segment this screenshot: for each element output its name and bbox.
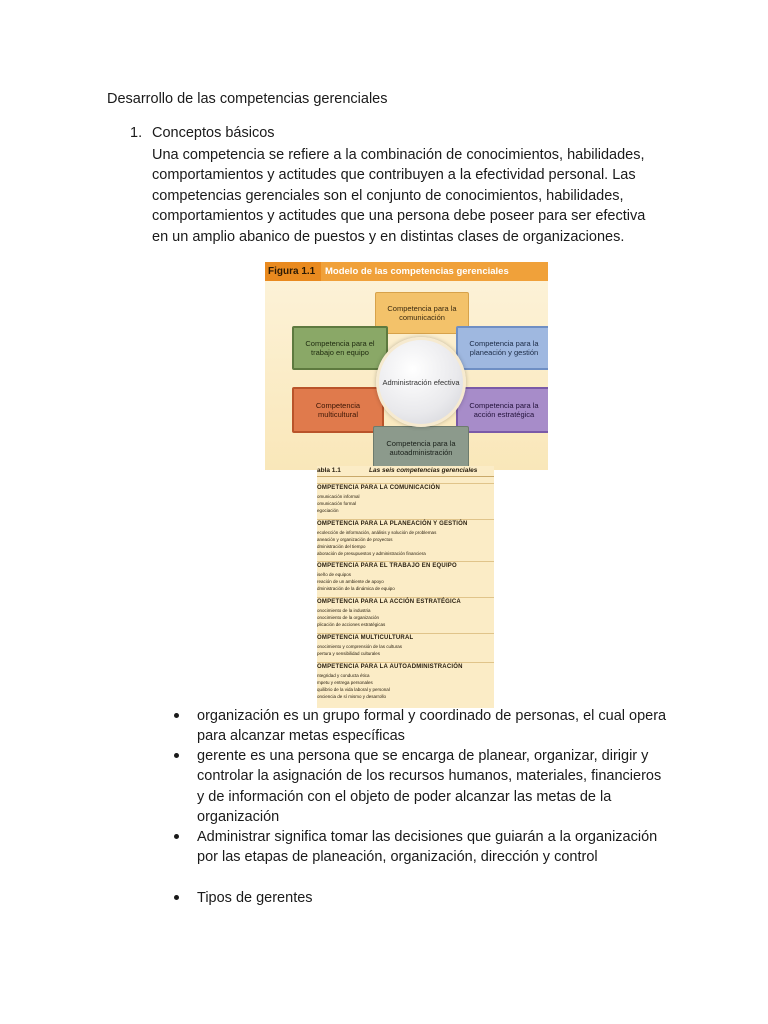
table-section: [317, 597, 494, 628]
section-paragraph: Una competencia se refiere a la combinación de conocimientos, habilidades, comportamientos y actitudes que contribuyen a la efectividad personal. Las competencias gerenciales son el conjunto de conocimientos, habilidades, comportamientos y actitudes que una persona debe poseer para ser efectiva en un amplio abanico de puestos y en distintas clases de organizaciones.: [152, 147, 646, 245]
table-section-title: OMPETENCIA PARA LA ACCIÓN ESTRATÉGICA: [317, 597, 494, 607]
table-item: onocimiento de la organización: [317, 615, 380, 620]
table-item: omunicación formal: [317, 501, 357, 506]
table-number: abla 1.1: [317, 467, 341, 474]
table-item: ntegridad y conducta ética: [317, 673, 370, 678]
table-section: [317, 483, 494, 514]
table-section-title: OMPETENCIA MULTICULTURAL: [317, 633, 494, 643]
bullet-icon: [174, 713, 179, 718]
selfmanagement-competency-box: Competencia para la autoadministración: [373, 426, 469, 470]
figure-header: [265, 262, 548, 281]
table-item: mpetu y entrega personales: [317, 680, 373, 685]
table-header: [317, 466, 494, 477]
bullet-item: organización es un grupo formal y coordinado de personas, el cual opera para alcanzar metas específicas: [197, 708, 667, 745]
table-item: egociación: [317, 508, 339, 513]
table-item: reación de un ambiente de apoyo: [317, 579, 384, 584]
communication-competency-box: Competencia para la comunicación: [375, 292, 469, 334]
table-item: onocimiento de la industria: [317, 608, 371, 613]
competencies-model-figure: [265, 262, 548, 470]
table-item: pertura y sensibilidad culturales: [317, 651, 381, 656]
multicultural-competency-box: Competencia multicultural: [292, 387, 384, 433]
table-item: onocimiento y comprensión de las culturas: [317, 644, 403, 649]
table-section-title: OMPETENCIA PARA LA COMUNICACIÓN: [317, 483, 494, 493]
table-item: onciencia de sí mismo y desarrollo: [317, 694, 387, 699]
table-section: [317, 633, 494, 657]
table-section: [317, 519, 494, 557]
strategic-competency-box: Competencia para la acción estratégica: [456, 387, 548, 433]
effective-management-circle: Administración efectiva: [376, 337, 466, 427]
bullet-item: gerente es una persona que se encarga de planear, organizar, dirigir y controlar la asignación de los recursos humanos, materiales, financieros y de información con el objeto de poder alcanzar las metas de la organización: [197, 748, 662, 826]
document-title: Desarrollo de las competencias gerenciales: [107, 91, 388, 107]
table-caption: Las seis competencias gerenciales: [369, 467, 478, 474]
planning-competency-box: Competencia para la planeación y gestión: [456, 326, 548, 370]
table-section-title: OMPETENCIA PARA LA PLANEACIÓN Y GESTIÓN: [317, 519, 494, 529]
table-item: quilibrio de la vida laboral y personal: [317, 687, 390, 692]
section-number: 1.: [130, 125, 143, 141]
bullet-item: Administrar significa tomar las decisiones que guiarán a la organización por las etapas de planeación, organización, dirección y control: [197, 829, 658, 866]
table-section: [317, 561, 494, 592]
figure-caption: Modelo de las competencias gerenciales: [325, 266, 509, 277]
bullet-icon: [174, 753, 179, 758]
table-item: dministración del tiempo: [317, 544, 366, 549]
table-item: dministración de la dinámica de equipo: [317, 586, 395, 591]
table-item: omunicación informal: [317, 494, 360, 499]
table-item: aneación y organización de proyectos: [317, 537, 393, 542]
teamwork-competency-box: Competencia para el trabajo en equipo: [292, 326, 388, 370]
table-section-title: OMPETENCIA PARA EL TRABAJO EN EQUIPO: [317, 561, 494, 571]
bullet-icon: [174, 895, 179, 900]
table-item: iseño de equipos: [317, 572, 352, 577]
table-item: ecolección de información, análisis y solución de problemas: [317, 530, 437, 535]
bullet-item: Tipos de gerentes: [197, 890, 313, 906]
table-section-title: OMPETENCIA PARA LA AUTOADMINISTRACIÓN: [317, 662, 494, 672]
figure-number: Figura 1.1: [265, 262, 321, 281]
competencies-table: [317, 466, 494, 708]
section-heading: Conceptos básicos: [152, 125, 275, 141]
table-item: plicación de acciones estratégicas: [317, 622, 386, 627]
bullet-icon: [174, 834, 179, 839]
table-section: [317, 662, 494, 700]
table-item: aboración de presupuestos y administración financiera: [317, 551, 426, 556]
